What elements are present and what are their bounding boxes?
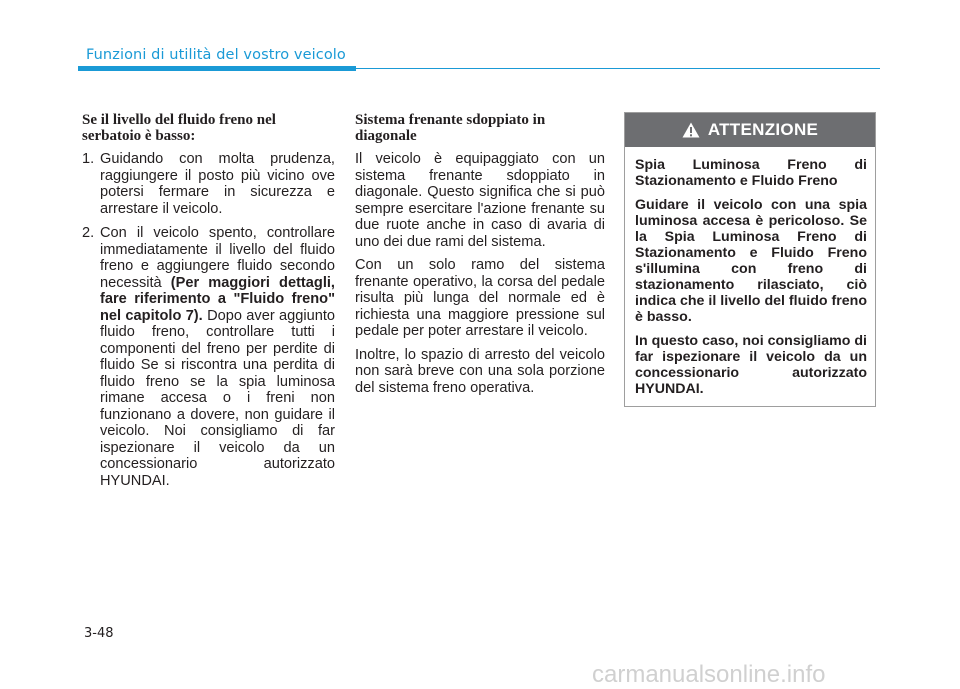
warning-subtitle: Spia Luminosa Freno di Stazionamento e Fluido Freno bbox=[635, 157, 867, 189]
warning-box bbox=[624, 112, 876, 407]
warning-paragraph: Guidare il veicolo con una spia luminosa accesa è pericoloso. Se la Spia Luminosa Freno di Stazionamento e Fluido Freno s'illumina con freno di stazionamento rilasciato, ciò indica che il livello del fluido freno è basso. bbox=[635, 197, 867, 325]
column-middle bbox=[355, 112, 605, 403]
warning-header bbox=[625, 113, 875, 147]
list-text: Con il veicolo spento, controllare immediatamente il livello del fluido freno e aggiungere fluido secondo necessità (Per maggiori dettagli, fare riferimento a "Fluido freno" nel capitolo 7). Dopo aver aggiunto fluido freno, controllare tutti i componenti del freno per perdite di fluido Se si riscontra una perdita di fluido freno se la spia luminosa rimane accesa o i freni non funzionano a dovere, non guidare il veicolo. Noi consigliamo di far ispezionare il veicolo da un concessionario autorizzato HYUNDAI. bbox=[100, 225, 336, 489]
list-item bbox=[82, 225, 335, 489]
column-left bbox=[82, 112, 335, 497]
warning-body bbox=[625, 147, 875, 397]
section-title: Funzioni di utilità del vostro veicolo bbox=[86, 47, 346, 63]
watermark: carmanualsonline.info bbox=[592, 661, 826, 688]
list-number: 1. bbox=[82, 151, 95, 167]
diagonal-brake-system-heading: Sistema frenante sdoppiato in diagonale bbox=[355, 112, 546, 144]
list-text: Guidando con molta prudenza, raggiungere il posto più vicino ove potersi fermare in sicurezza e arrestare il veicolo. bbox=[100, 151, 335, 217]
header-rule-thin bbox=[356, 68, 880, 69]
paragraph: Inoltre, lo spazio di arresto del veicolo non sarà breve con una sola porzione del sistema freno operativa. bbox=[355, 346, 605, 396]
header-rule-thick bbox=[78, 66, 356, 71]
list-number: 2. bbox=[82, 225, 95, 241]
low-brake-fluid-heading: Se il livello del fluido freno nel serbatoio è basso: bbox=[82, 112, 276, 144]
paragraph: Il veicolo è equipaggiato con un sistema frenante sdoppiato in diagonale. Questo significa che si può sempre esercitare l'azione frenante su due ruote anche in caso di avaria di uno dei due rami del sistema. bbox=[355, 151, 605, 250]
chapter-reference: (Per maggiori dettagli, fare riferimento a "Fluido freno" nel capitolo 7). bbox=[100, 274, 335, 324]
list-item bbox=[82, 151, 335, 217]
page-number: 3-48 bbox=[84, 626, 114, 641]
warning-title: ATTENZIONE bbox=[707, 120, 819, 139]
warning-triangle-icon bbox=[682, 122, 700, 138]
warning-paragraph: In questo caso, noi consigliamo di far ispezionare il veicolo da un concessionario autorizzato HYUNDAI. bbox=[635, 333, 867, 397]
paragraph: Con un solo ramo del sistema frenante operativo, la corsa del pedale risulta più lunga del normale ed è richiesta una maggiore pressione sul pedale per poter arrestare il veicolo. bbox=[355, 257, 605, 339]
